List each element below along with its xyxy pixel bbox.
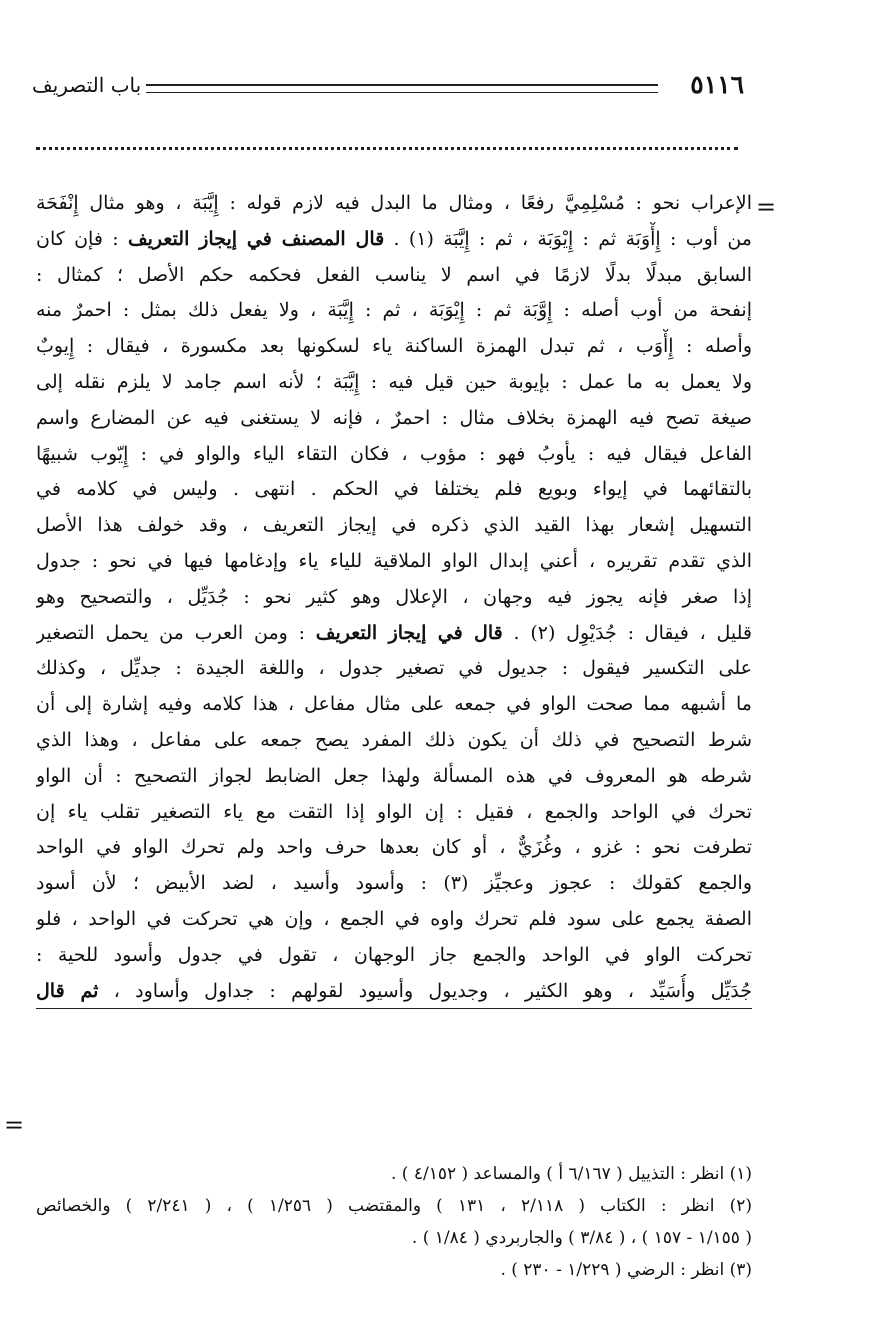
continuation-mark-bottom: =	[4, 1111, 25, 1139]
text-segment: إذا صغر فإنه يجوز فيه وجهان ، الإعلال وهو كثير نحو : جُدَيِّل ، والتصحيح وهو	[36, 585, 752, 608]
text-segment: الصفة يجمع على سود فلم تحرك واوه في الجمع ، وإن هي تحركت في الواحد ، فلو	[36, 907, 752, 930]
footnote: (١) انظر : التذييل ( ٦/١٦٧ أ ) والمساعد ( ٤/١٥٢ ) .	[391, 1164, 752, 1184]
text-line	[36, 544, 752, 580]
text-segment: والجمع كقولك : عجوز وعجيِّز (٣) : وأسود وأسيد ، لضد الأبيض ؛ لأن أسود	[36, 872, 752, 895]
text-segment: : فإن كان	[36, 227, 119, 250]
text-segment: ما أشبهه مما صحت الواو في جمعه على مثال مفاعل ، هذا كلامه وفيه إشارة إلى أن	[36, 693, 752, 716]
text-line	[36, 186, 752, 222]
text-line	[36, 616, 752, 652]
text-segment: وأصله : إِأْوَب ، ثم تبدل الهمزة الساكنة ياء لسكونها بعد مكسورة ، فيقال : إِيوبٌ	[36, 335, 752, 358]
dotted-separator	[36, 147, 738, 150]
header-rule	[146, 84, 658, 93]
chapter-title: باب التصريف	[32, 73, 142, 97]
bold-citation: قال المصنف في إيجاز التعريف	[127, 227, 385, 250]
text-segment: من أوب : إِأْوَبَة ثم : إِيْوَبَة ، ثم : إِيَّبَة (١) .	[393, 227, 752, 250]
text-line	[36, 830, 752, 866]
page-number: ٥١١٦	[690, 70, 744, 99]
text-line	[36, 866, 752, 902]
text-line	[36, 258, 752, 294]
text-line	[36, 437, 752, 473]
text-line	[36, 580, 752, 616]
text-segment: السابق مبدلًا بدلًا لازمًا في اسم لا يناسب الفعل فحكمه حكم الأصل ؛ كمثال :	[36, 263, 752, 286]
text-segment: التسهيل إشعار بهذا القيد الذي ذكره في إيجاز التعريف ، وقد خولف هذا الأصل	[36, 514, 752, 537]
text-line	[36, 974, 752, 1009]
text-segment: صيغة تصح فيه الهمزة بخلاف مثال : احمرٌ ، فإنه لا يستغنى فيه عن المضارع واسم	[36, 406, 752, 429]
text-segment: الفاعل فيقال فيه : يأوبُ فهو : مؤوب ، فكان التقاء الياء والواو في : إِيّوب شبيهًا	[36, 442, 752, 465]
text-line	[36, 472, 752, 508]
text-segment: : ومن العرب من يحمل التصغير	[36, 621, 305, 644]
text-line	[36, 938, 752, 974]
footnote: (٣) انظر : الرضي ( ١/٢٢٩ - ٢٣٠ ) .	[500, 1260, 752, 1280]
footnotes	[36, 1158, 752, 1286]
text-segment: تحرك في الواحد والجمع ، فقيل : إن الواو إذا التقت مع ياء التصغير تقلب ياء إن	[36, 800, 752, 823]
text-segment: شرطه هو المعروف في هذه المسألة ولهذا جعل الضابط لجواز التصحيح : أن الواو	[36, 764, 752, 787]
continuation-mark-top: =	[756, 193, 777, 221]
text-line	[36, 508, 752, 544]
text-segment: ولا يعمل به ما عمل : بإيوبة حين قيل فيه : إِيَّبَة ؛ لأنه اسم جامد لا يلزم نقله إلى	[36, 370, 752, 393]
footnote: (٢) انظر : الكتاب ( ٢/١١٨ ، ١٣١ ) والمقتضب ( ١/٢٥٦ ) ، ( ٢/٢٤١ ) والخصائص	[36, 1196, 752, 1216]
text-line	[36, 687, 752, 723]
main-text	[36, 186, 752, 1009]
text-line	[36, 222, 752, 258]
footnote: ( ١/١٥٥ - ١٥٧ ) ، ( ٣/٨٤ ) والجاربردي ( ١/٨٤ ) .	[411, 1228, 752, 1248]
text-line	[36, 723, 752, 759]
text-line	[36, 759, 752, 795]
text-line	[36, 401, 752, 437]
text-segment: على التكسير فيقول : جديول في تصغير جدول ، واللغة الجيدة : جديِّل ، وكذلك	[36, 657, 752, 680]
text-segment: قليل ، فيقال : جُدَيْوِل (٢) .	[513, 621, 752, 644]
text-segment: إنفحة من أوب أصله : إِوَّبَة ثم : إِيْوَبَة ، ثم : إِيَّبَة ، ولا يفعل ذلك بمثل : احمرٌ منه	[36, 299, 752, 322]
text-line	[36, 293, 752, 329]
page-header	[32, 70, 744, 102]
text-line	[36, 902, 752, 938]
text-line	[36, 329, 752, 365]
text-segment: بالتقائهما في إيواء وبويع فلم يختلفا في الحكم . انتهى . وليس في كلامه في	[36, 478, 752, 501]
text-segment: شرط التصحيح في ذلك أن يكون ذلك المفرد يصح جمعه على مفاعل ، وهذا الذي	[36, 728, 752, 751]
text-line	[36, 651, 752, 687]
text-segment: جُدَيِّل وأُسَيِّد ، وهو الكثير ، وجديول وأسيود لقولهم : جداول وأساود ،	[113, 979, 752, 1002]
bold-citation: ثم قال	[36, 979, 99, 1002]
bold-citation: قال في إيجاز التعريف	[315, 621, 503, 644]
text-line	[36, 365, 752, 401]
text-segment: تطرفت نحو : غزو ، وغُزَيٌّ ، أو كان بعدها حرف واحد ولم تحرك الواو في الواحد	[36, 836, 752, 859]
text-segment: الذي تقدم تقريره ، أعني إبدال الواو الملاقية للياء ياء وإدغامها فيها في نحو : جدول	[36, 549, 752, 572]
text-line	[36, 795, 752, 831]
text-segment: الإعراب نحو : مُسْلِمِيَّ رفعًا ، ومثال ما البدل فيه لازم قوله : إِيَّبَة ، وهو مثال إِنْفَحَة	[36, 192, 752, 214]
text-segment: تحركت الواو في الواحد والجمع جاز الوجهان ، تقول في جدول وأسود للحية :	[36, 943, 752, 966]
